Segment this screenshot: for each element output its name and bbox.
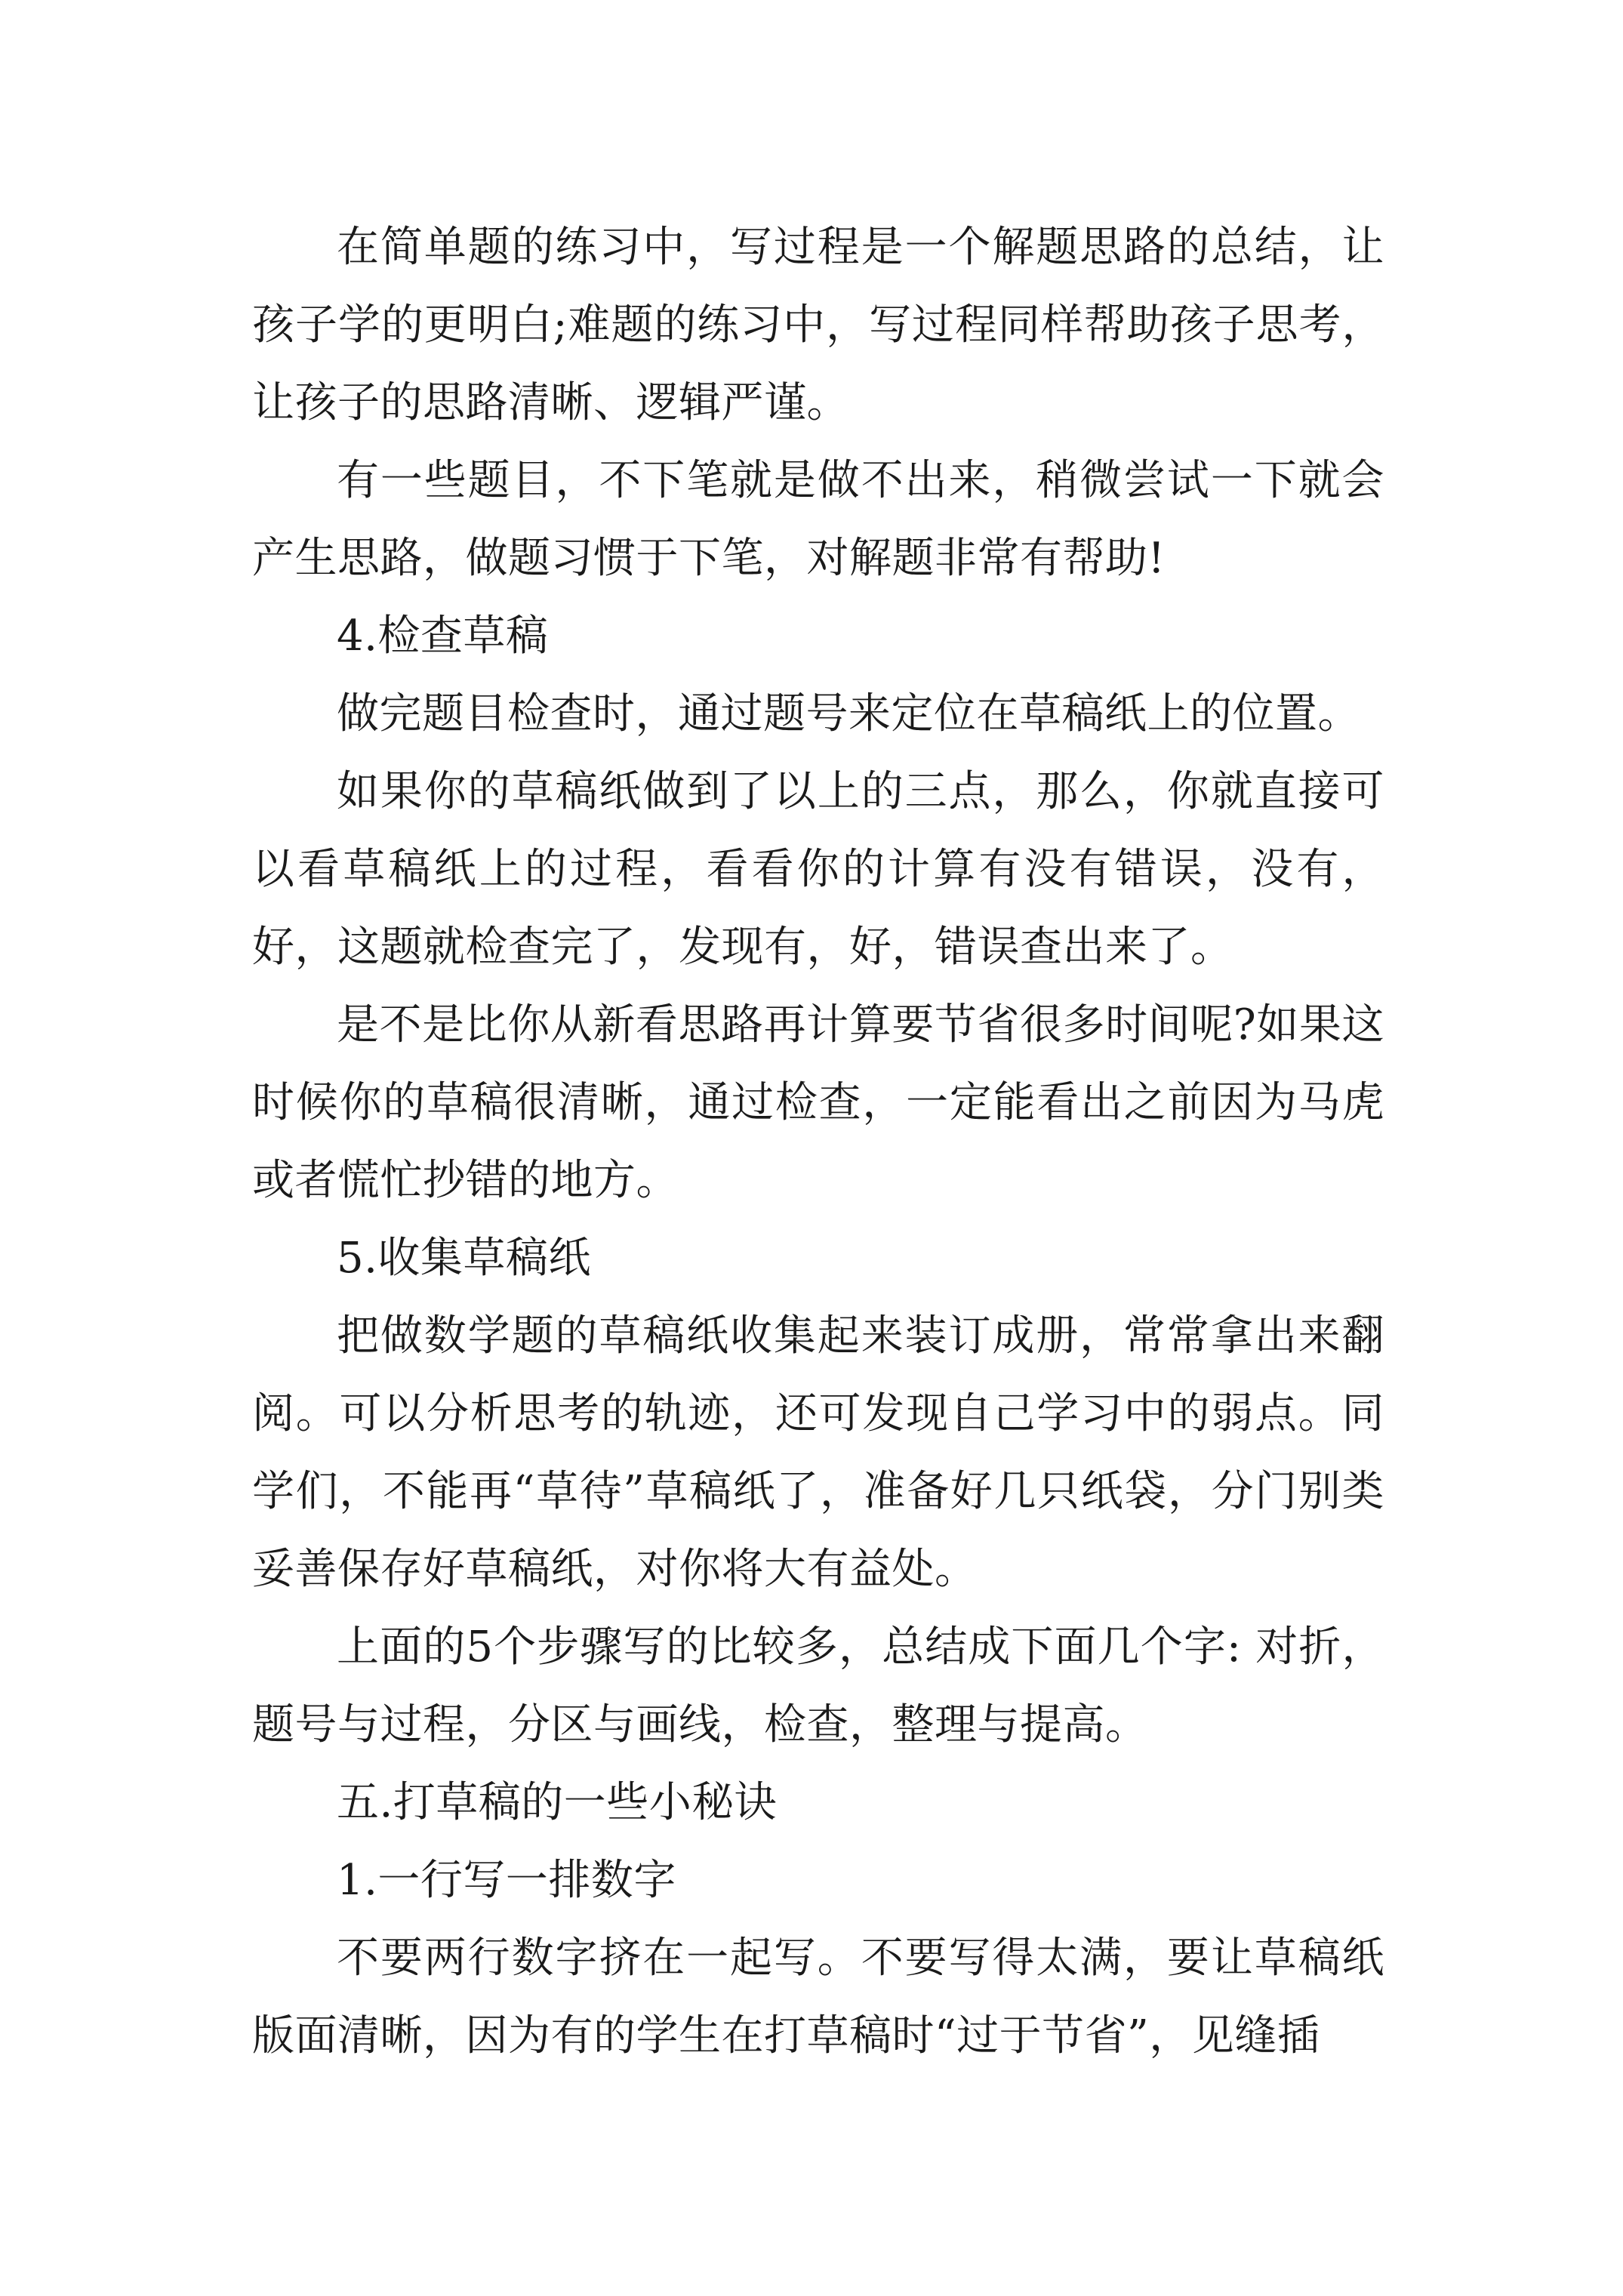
paragraph: 在简单题的练习中，写过程是一个解题思路的总结，让孩子学的更明白;难题的练习中，写过程同样帮助孩子思考，让孩子的思路清晰、逻辑严谨。 [252, 223, 1384, 427]
section-heading: 1.一行写一排数字 [337, 1856, 676, 1905]
paragraph: 如果你的草稿纸做到了以上的三点，那么，你就直接可以看草稿纸上的过程，看看你的计算有没有错误，没有，好，这题就检查完了，发现有，好，错误查出来了。 [252, 767, 1384, 972]
section-heading: 5.收集草稿纸 [337, 1234, 591, 1283]
section-heading: 五.打草稿的一些小秘诀 [337, 1778, 778, 1827]
paragraph: 上面的5个步骤写的比较多，总结成下面几个字: 对折，题号与过程，分区与画线，检查，整理与提高。 [252, 1623, 1384, 1749]
document-body [252, 208, 1384, 2075]
paragraph: 有一些题目，不下笔就是做不出来，稍微尝试一下就会产生思路，做题习惯于下笔，对解题非常有帮助! [252, 456, 1384, 583]
section-heading: 4.检查草稿 [337, 612, 549, 661]
paragraph: 把做数学题的草稿纸收集起来装订成册，常常拿出来翻阅。可以分析思考的轨迹，还可发现自己学习中的弱点。同学们，不能再“草待”草稿纸了，准备好几只纸袋，分门别类妥善保存好草稿纸，对你将大有益处。 [252, 1311, 1384, 1594]
paragraph: 是不是比你从新看思路再计算要节省很多时间呢?如果这时候你的草稿很清晰，通过检查，一定能看出之前因为马虎或者慌忙抄错的地方。 [252, 1000, 1384, 1205]
paragraph: 不要两行数字挤在一起写。不要写得太满，要让草稿纸版面清晰，因为有的学生在打草稿时“过于节省”，见缝插 [252, 1934, 1384, 2060]
paragraph: 做完题目检查时，通过题号来定位在草稿纸上的位置。 [337, 689, 1360, 738]
